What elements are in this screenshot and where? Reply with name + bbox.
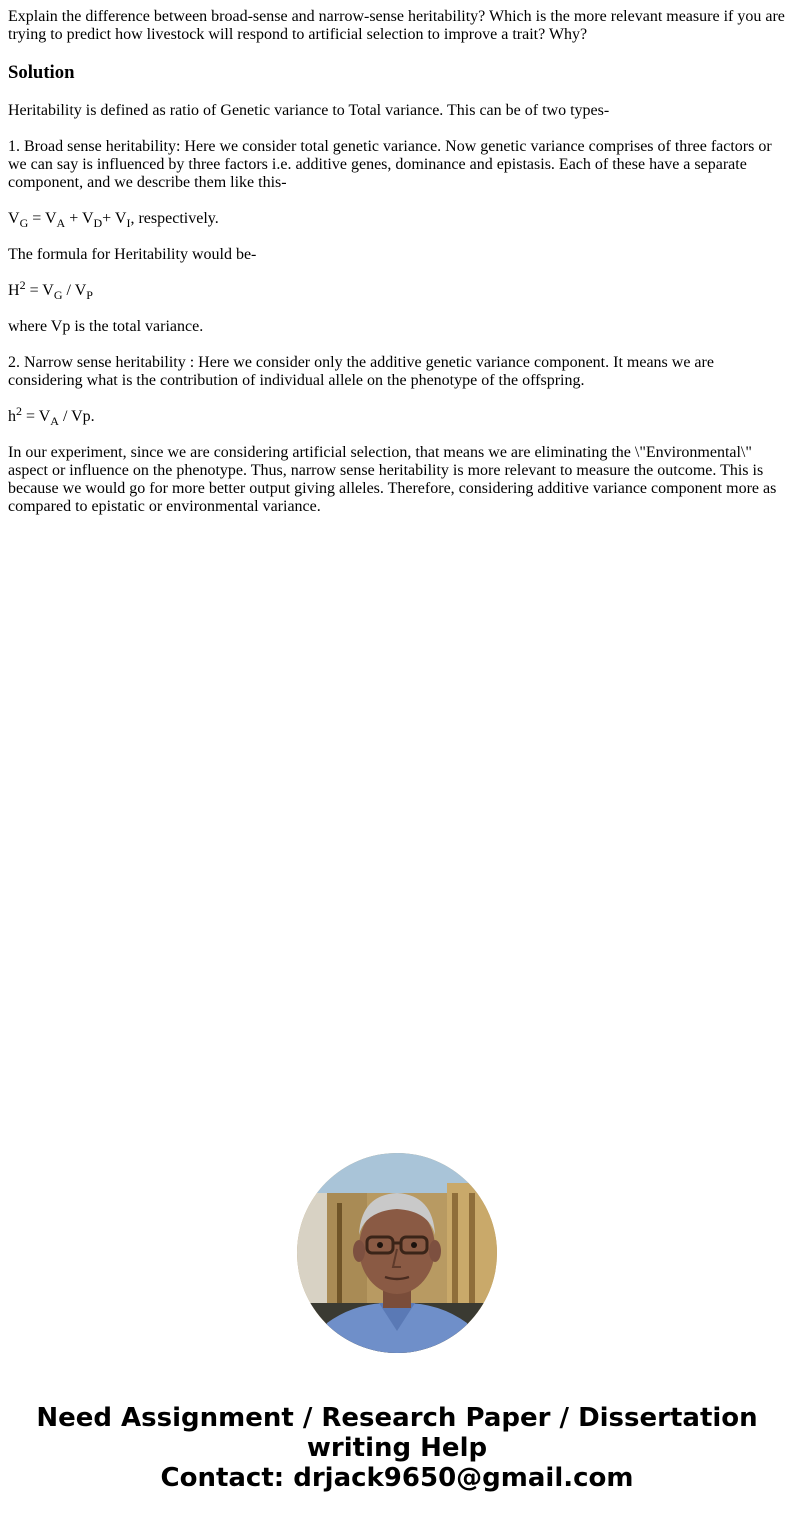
footer-line-1: Need Assignment / Research Paper / Dissertation bbox=[36, 1403, 758, 1433]
solution-heading: Solution bbox=[8, 62, 75, 83]
narrow-sense-paragraph: 2. Narrow sense heritability : Here we consider only the additive genetic variance component. It means we are considering what is the contribution of individual allele on the phenotype of the offspring. bbox=[8, 354, 714, 389]
footer-line-2: writing Help bbox=[306, 1433, 488, 1463]
formula-vg-eq: = V bbox=[28, 210, 57, 227]
formula-H-sup: 2 bbox=[19, 278, 26, 292]
formula-intro: The formula for Heritability would be- bbox=[8, 246, 257, 263]
formula-vg-plus2: + V bbox=[102, 210, 127, 227]
document-body bbox=[8, 8, 786, 534]
broad-heritability-formula bbox=[8, 278, 786, 302]
formula-H-sub-g: G bbox=[53, 288, 63, 302]
formula-vg-sub-g: G bbox=[19, 216, 29, 230]
footer-contact-email: Contact: drjack9650@gmail.com bbox=[160, 1463, 634, 1493]
formula-vg-sub-i: I bbox=[126, 216, 131, 230]
formula-h-letter: h bbox=[8, 408, 16, 425]
author-portrait-image bbox=[297, 1153, 497, 1353]
formula-H-letter: H bbox=[8, 282, 20, 299]
formula-vg-tail: , respectively. bbox=[130, 210, 219, 227]
conclusion-paragraph: In our experiment, since we are considering artificial selection, that means we are eliminating the \"Environmental\" aspect or influence on the phenotype. Thus, narrow sense heritability is more relevant to measure the outcome. This is because we would go for more better output giving alleles. Therefore, considering additive variance component more as compared to epistatic or environmental variance. bbox=[8, 444, 777, 515]
contact-footer bbox=[0, 1403, 794, 1493]
where-vp-text: where Vp is the total variance. bbox=[8, 318, 204, 335]
author-avatar bbox=[297, 1153, 497, 1353]
formula-H-eq: = V bbox=[25, 282, 54, 299]
formula-vg-sub-a: A bbox=[56, 216, 66, 230]
formula-h-eq: = V bbox=[22, 408, 51, 425]
question-text: Explain the difference between broad-sense and narrow-sense heritability? Which is the more relevant measure if you are trying to predict how livestock will respond to artificial selection to improve a trait? Why? bbox=[8, 8, 785, 43]
formula-vg-plus1: + V bbox=[65, 210, 94, 227]
formula-H-div: / V bbox=[62, 282, 87, 299]
formula-H-sub-p: P bbox=[86, 288, 93, 302]
intro-paragraph: Heritability is defined as ratio of Genetic variance to Total variance. This can be of two types- bbox=[8, 102, 610, 119]
formula-vg-sub-d: D bbox=[93, 216, 103, 230]
formula-h-sup: 2 bbox=[16, 404, 22, 418]
broad-sense-paragraph: 1. Broad sense heritability: Here we consider total genetic variance. Now genetic variance comprises of three factors or we can say is influenced by three factors i.e. additive genes, dominance and epistasis. Each of these have a separate component, and we describe them like this- bbox=[8, 138, 772, 191]
formula-vg-v: V bbox=[8, 210, 20, 227]
formula-h-tail: / Vp. bbox=[58, 408, 95, 425]
genetic-variance-formula bbox=[8, 210, 786, 228]
formula-h-sub-a: A bbox=[50, 414, 59, 428]
narrow-heritability-formula bbox=[8, 404, 786, 428]
